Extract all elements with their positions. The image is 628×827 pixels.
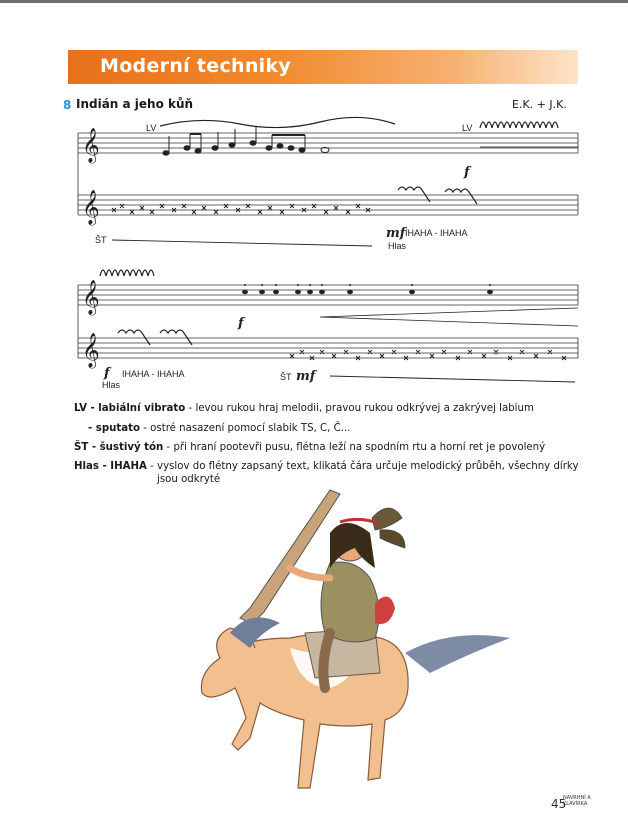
st-mark-2: ŠT [280,372,292,382]
logo-line: KLAVÍRKA [563,801,588,807]
music-score [0,0,628,400]
st-line-1 [112,240,372,246]
legend-st [74,441,545,455]
legend-hlas-wrap: jsou odkryté [157,474,221,485]
song-title: Indián a jeho kůň [76,97,194,111]
legend-desc: - vyslov do flétny zapsaný text, klikatá čára určuje melodický průběh, všechny dírky [146,461,579,472]
legend-term: - sputato [88,423,140,434]
vibrato-wave-2 [100,270,154,276]
ihaha-text-1: IHAHA - IHAHA [405,228,468,238]
ihaha-text-2: IHAHA - IHAHA [122,369,185,379]
dynamic-f-2: f [238,316,244,331]
dynamic-mf-2: mf [296,369,316,384]
dynamic-mf-1: mf [386,226,406,241]
legend-term: LV - labiální vibrato [74,403,186,414]
hlas-text-1: Hlas [388,241,407,251]
treble-clefs [82,128,100,369]
staff-lines [78,133,578,358]
vibrato-wave-1 [480,122,558,128]
svg-text:𝄞: 𝄞 [82,280,100,315]
legend-lv [74,402,534,416]
legend-desc: - ostré nasazení pomocí slabik TS, C, Č... [140,423,351,434]
publisher-logo [563,795,591,807]
svg-text:𝄞: 𝄞 [82,190,100,225]
voice-zigzag-1 [398,187,477,204]
legend-term: Hlas - IHAHA [74,461,147,472]
staccato-notes [242,284,493,294]
section-title: Moderní techniky [100,55,292,77]
decrescendo-hairpin [320,308,578,326]
svg-text:𝄞: 𝄞 [82,333,100,368]
page-number: 45 [551,797,567,811]
legend-term: ŠT - šustivý tón [74,442,164,453]
lv-mark-2: LV [462,123,473,133]
legend-desc: - levou rukou hraj melodii, pravou rukou odkrývej a zakrývej labium [185,403,534,414]
dynamic-f-1: f [464,165,470,180]
lv-mark-1: LV [146,123,157,133]
indian-horse-illustration [180,488,520,808]
legend-desc: - při hraní pootevři pusu, flétna leží na spodním rtu a horní ret je povolený [163,442,546,453]
song-authors: E.K. + J.K. [512,98,567,111]
st-mark-1: ŠT [95,235,107,245]
legend-sputato [88,422,350,436]
sputato-notes-1 [112,204,370,214]
legend-hlas [74,460,579,474]
st-line-2 [330,376,575,382]
svg-text:𝄞: 𝄞 [82,128,100,163]
melody-notes [163,127,329,155]
phrase-slur [160,117,395,127]
logo-line: NAVRHNÍ A [563,795,591,801]
song-number: 8 [63,98,72,112]
sputato-notes-2 [290,350,566,360]
dynamic-f-3: f [104,366,110,381]
hlas-text-2: Hlas [102,380,121,390]
